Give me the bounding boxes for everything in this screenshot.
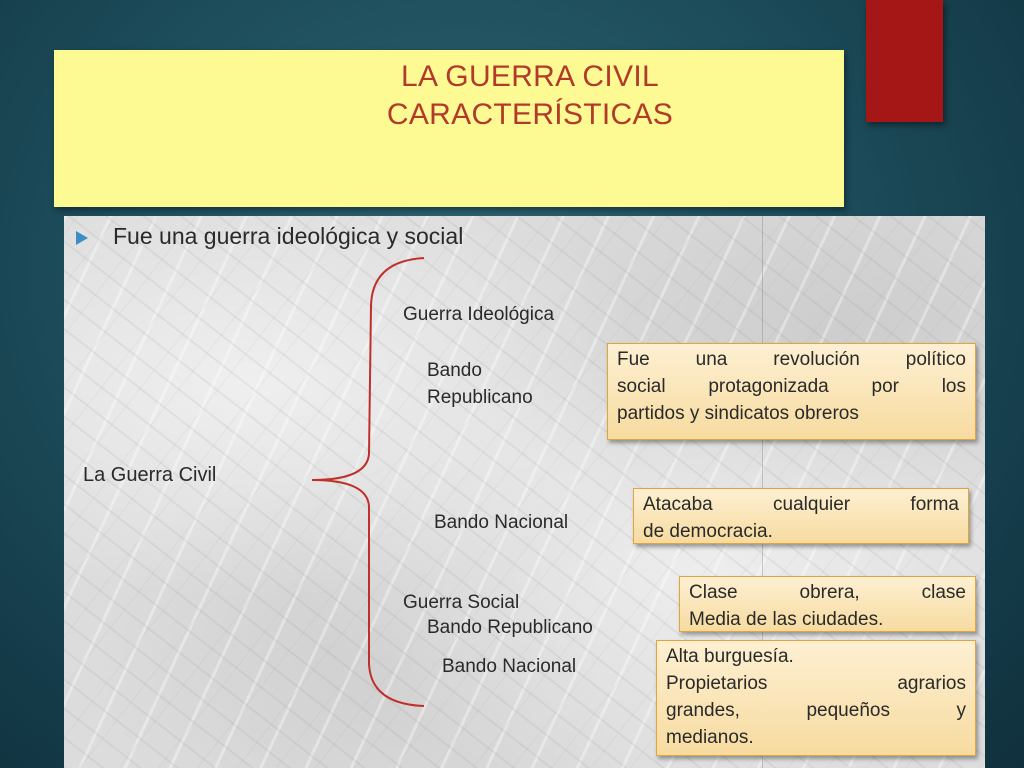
- note-line: Propietarios agrarios: [666, 673, 966, 694]
- note-ideological-republicano: [607, 343, 976, 440]
- note-line: medianos.: [666, 727, 754, 748]
- note-line: grandes, pequeños y: [666, 700, 966, 721]
- root-label: La Guerra Civil: [83, 464, 217, 486]
- note-social-nacional: [656, 640, 976, 756]
- note-ideological-nacional: [633, 488, 969, 544]
- note-line: Fue una revolución político: [617, 349, 966, 370]
- title-box: [54, 50, 844, 207]
- ideological-nacional-label: Bando Nacional: [434, 512, 569, 533]
- content-panel: [64, 216, 985, 768]
- ideological-republicano-label-2: Republicano: [427, 387, 533, 408]
- social-republicano-label: Bando Republicano: [427, 617, 593, 638]
- note-social-republicano: [679, 576, 976, 632]
- note-line: Media de las ciudades.: [689, 609, 884, 630]
- note-line: Alta burguesía.: [666, 646, 794, 667]
- social-heading: Guerra Social: [403, 592, 520, 613]
- social-nacional-label: Bando Nacional: [442, 656, 577, 677]
- title-line-2: CARACTERÍSTICAS: [386, 98, 674, 131]
- ideological-republicano-label-1: Bando: [427, 360, 482, 381]
- bullet-text: Fue una guerra ideológica y social: [113, 223, 464, 249]
- note-line: partidos y sindicatos obreros: [617, 403, 859, 424]
- note-line: Atacaba cualquier forma: [643, 494, 959, 515]
- note-line: de democracia.: [643, 521, 773, 542]
- note-line: Clase obrera, clase: [689, 582, 966, 603]
- ideological-heading: Guerra Ideológica: [403, 304, 555, 325]
- title-line-1: LA GUERRA CIVIL: [401, 60, 659, 93]
- note-line: social protagonizada por los: [617, 376, 966, 397]
